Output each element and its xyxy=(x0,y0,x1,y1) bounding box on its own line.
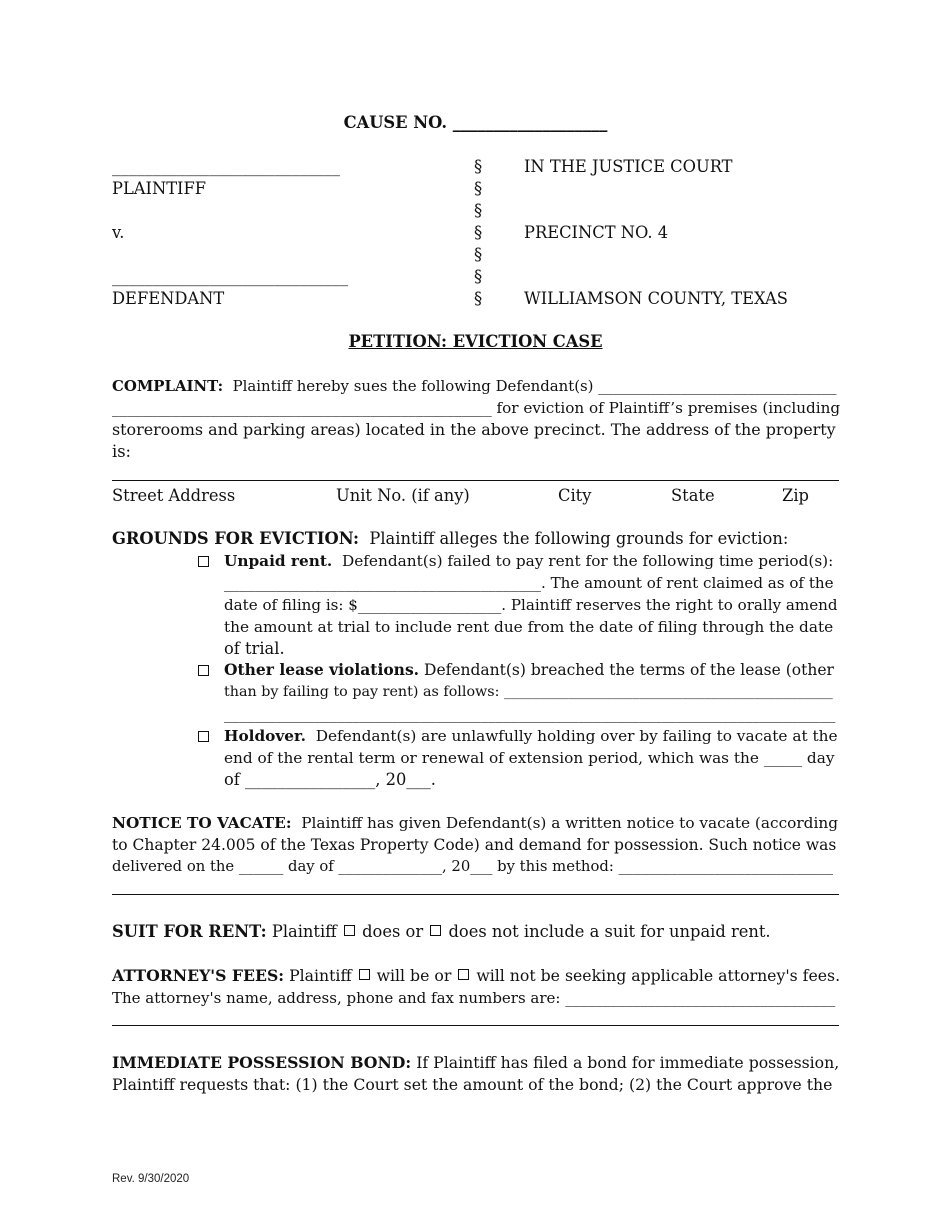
unpaid-rent-text-5: of trial. xyxy=(224,639,285,658)
suit-for-rent-text-1: Plaintiff xyxy=(271,922,337,941)
suit-includes-checkbox[interactable] xyxy=(344,925,355,936)
other-violations-title: Other lease violations. xyxy=(224,660,420,679)
notice-blank-line xyxy=(112,894,839,895)
cause-number: CAUSE NO. ___________________ xyxy=(343,113,608,132)
holdover-checkbox[interactable] xyxy=(198,731,209,742)
zip-label: Zip xyxy=(782,486,809,505)
section-symbol: § xyxy=(474,179,483,198)
attorney-fees-line-1 xyxy=(112,965,840,987)
suit-excludes-checkbox[interactable] xyxy=(430,925,441,936)
suit-for-rent-text-2: does or xyxy=(362,922,424,941)
holdover-text-2: end of the rental term or renewal of extension period, which was the _____ day xyxy=(224,749,835,767)
other-violations-text-3: _________________________________________________________________________________ xyxy=(224,705,836,723)
attorney-blank-line xyxy=(112,1025,839,1026)
bond-text-1: If Plaintiff has filed a bond for immediate possession, xyxy=(416,1053,840,1072)
defendant-blank: _____________________________ xyxy=(112,267,349,286)
unpaid-rent-title: Unpaid rent. xyxy=(224,552,333,570)
other-violations-checkbox[interactable] xyxy=(198,665,209,676)
fees-not-sought-checkbox[interactable] xyxy=(458,969,469,980)
defendant-label: DEFENDANT xyxy=(112,289,225,308)
precinct-number: PRECINCT NO. 4 xyxy=(524,223,669,242)
unpaid-rent-text-4: the amount at trial to include rent due from the date of filing through the date xyxy=(224,618,834,636)
section-symbol: § xyxy=(474,201,483,220)
complaint-text-3: storerooms and parking areas) located in the above precinct. The address of the property xyxy=(112,420,836,439)
bond-text-2: Plaintiff requests that: (1) the Court set the amount of the bond; (2) the Court approve the xyxy=(112,1075,833,1094)
suit-for-rent-line xyxy=(112,921,771,943)
grounds-intro: Plaintiff alleges the following grounds for eviction: xyxy=(369,529,789,548)
attorney-fees-text-3: will not be seeking applicable attorney's fees. xyxy=(476,966,841,985)
bond-line-1 xyxy=(112,1052,839,1074)
attorney-fees-text-1: Plaintiff xyxy=(289,966,352,985)
street-address-label: Street Address xyxy=(112,486,236,505)
holdover-line-1 xyxy=(224,725,838,747)
complaint-label: COMPLAINT: xyxy=(112,377,224,395)
unpaid-rent-checkbox[interactable] xyxy=(198,556,209,567)
unit-label: Unit No. (if any) xyxy=(336,486,470,505)
attorney-fees-label: ATTORNEY'S FEES: xyxy=(112,966,285,985)
section-symbol: § xyxy=(474,267,483,286)
unpaid-rent-text-3: date of filing is: $___________________. Plaintiff reserves the right to orally amend xyxy=(224,596,838,614)
notice-text-2: to Chapter 24.005 of the Texas Property Code) and demand for possession. Such notice was xyxy=(112,836,837,854)
complaint-text-1: Plaintiff hereby sues the following Defendant(s) ________________________________ xyxy=(232,377,837,395)
notice-label: NOTICE TO VACATE: xyxy=(112,814,292,832)
revision-date: Rev. 9/30/2020 xyxy=(112,1173,190,1185)
city-label: City xyxy=(558,486,592,505)
grounds-heading xyxy=(112,528,788,550)
court-name: IN THE JUSTICE COURT xyxy=(524,157,733,176)
versus-label: v. xyxy=(112,223,125,242)
section-symbol: § xyxy=(474,157,483,176)
section-symbol: § xyxy=(474,245,483,264)
unpaid-rent-text-1: Defendant(s) failed to pay rent for the following time period(s): xyxy=(341,552,834,570)
address-line xyxy=(112,480,839,481)
notice-text-3: delivered on the ______ day of ______________, 20___ by this method: _____________________________ xyxy=(112,858,834,875)
attorney-fees-text-4: The attorney's name, address, phone and fax numbers are: ____________________________________ xyxy=(112,989,836,1007)
complaint-text-4: is: xyxy=(112,442,132,461)
plaintiff-label: PLAINTIFF xyxy=(112,179,207,198)
attorney-fees-text-2: will be or xyxy=(376,966,452,985)
fees-sought-checkbox[interactable] xyxy=(359,969,370,980)
notice-line-1 xyxy=(112,812,838,834)
suit-for-rent-text-3: does not include a suit for unpaid rent. xyxy=(448,922,771,941)
complaint-line-1 xyxy=(112,375,836,397)
notice-text-1: Plaintiff has given Defendant(s) a written notice to vacate (according xyxy=(301,814,838,832)
other-violations-text-2: than by failing to pay rent) as follows: ______________________________________________ xyxy=(224,684,833,700)
section-symbol: § xyxy=(474,289,483,308)
plaintiff-blank: ____________________________ xyxy=(112,157,340,176)
holdover-text-1: Defendant(s) are unlawfully holding over by failing to vacate at the xyxy=(315,727,838,745)
unpaid-rent-line-1 xyxy=(224,550,833,572)
other-violations-line-1 xyxy=(224,659,834,681)
complaint-text-2: __________________________________________________ for eviction of Plaintiff’s premises (including xyxy=(112,399,841,417)
holdover-text-3: of ________________, 20___. xyxy=(224,770,436,789)
county-name: WILLIAMSON COUNTY, TEXAS xyxy=(524,289,788,308)
document-title: PETITION: EVICTION CASE xyxy=(348,332,603,351)
grounds-label: GROUNDS FOR EVICTION: xyxy=(112,529,360,548)
section-symbol: § xyxy=(474,223,483,242)
unpaid-rent-text-2: __________________________________________. The amount of rent claimed as of the xyxy=(224,574,834,592)
other-violations-text-1: Defendant(s) breached the terms of the lease (other xyxy=(424,661,834,679)
bond-label: IMMEDIATE POSSESSION BOND: xyxy=(112,1053,412,1072)
state-label: State xyxy=(671,486,715,505)
holdover-title: Holdover. xyxy=(224,727,306,745)
suit-for-rent-label: SUIT FOR RENT: xyxy=(112,922,267,941)
